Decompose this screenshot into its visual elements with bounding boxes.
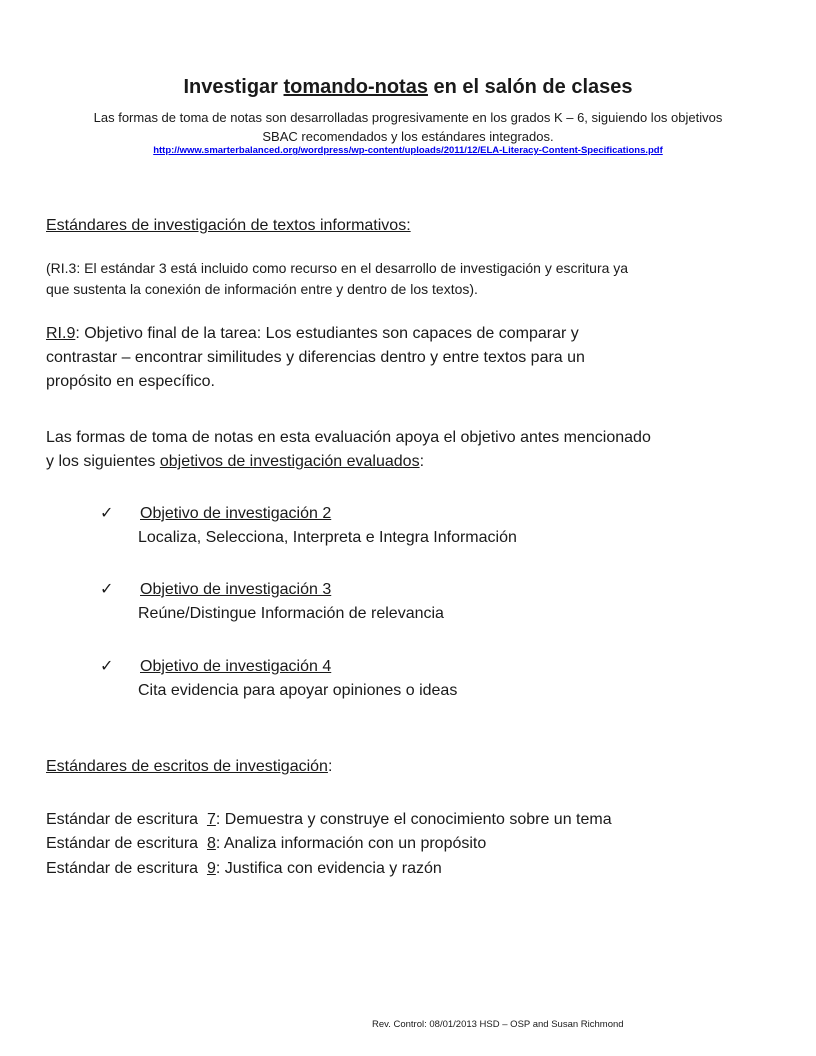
checkmark-icon: ✓ [100,658,114,675]
support-text: Las formas de toma de notas en esta evaluación apoya el objetivo antes mencionado [46,429,651,446]
writing-standard-label: Estándar de escritura [46,811,207,828]
ri3-note [46,258,766,300]
writing-standard-number: 7 [206,811,216,828]
support-paragraph [46,426,776,474]
title-underlined-text: tomando-notas [283,76,428,98]
informative-research-heading: Estándares de investigación de textos informativos: [46,217,411,234]
objective-description: Localiza, Selecciona, Interpreta e Integra Información [138,529,517,546]
support-text: : [419,453,425,470]
objective-item [100,655,457,703]
writing-standard-row [46,857,442,881]
objective-item [100,502,517,550]
source-link[interactable]: http://www.smarterbalanced.org/wordpress/wp-content/uploads/2011/12/ELA-Literacy-Content-Specifications.pdf [153,145,663,156]
ri3-note-line: que sustenta la conexión de información entre y dentro de los textos). [46,281,478,297]
objective-title: Objetivo de investigación 3 [140,581,332,598]
ri9-text: contrastar – encontrar similitudes y diferencias dentro y entre textos para un [46,349,585,366]
ri3-note-line: (RI.3: El estándar 3 está incluido como recurso en el desarrollo de investigación y escritura ya [46,260,629,276]
objective-title: Objetivo de investigación 4 [140,658,332,675]
writing-standard-number: 8 [206,835,216,852]
writing-standard-text: : Demuestra y construye el conocimiento sobre un tema [215,811,612,828]
ri9-code: RI.9 [46,325,76,342]
title-text-end: en el salón de clases [427,76,633,98]
writing-standard-number: 9 [206,860,216,877]
checkmark-icon: ✓ [100,505,114,522]
writing-research-heading [46,758,332,776]
writing-standard-text: : Analiza información con un propósito [215,835,487,852]
title-text: Investigar [183,76,284,98]
writing-standard-row [46,832,486,856]
intro-line: Las formas de toma de notas son desarrolladas progresivamente en los grados K – 6, siguiendo los objetivos [93,110,723,125]
objective-item [100,578,444,626]
ri9-text: : Objetivo final de la tarea: Los estudiantes son capaces de comparar y [75,325,579,342]
writing-standard-row [46,808,612,832]
objective-title: Objetivo de investigación 2 [140,505,332,522]
intro-line: SBAC recomendados y los estándares integrados. [262,129,554,144]
writing-standard-label: Estándar de escritura [46,835,207,852]
ri9-text: propósito en específico. [46,373,215,390]
page-title [0,76,816,99]
objective-description: Cita evidencia para apoyar opiniones o ideas [138,682,458,699]
objective-description: Reúne/Distingue Información de relevancia [138,605,444,622]
writing-standard-text: : Justifica con evidencia y razón [215,860,442,877]
writing-research-heading-text: Estándares de escritos de investigación [46,758,328,775]
revision-footer: Rev. Control: 08/01/2013 HSD – OSP and Susan Richmond [372,1019,624,1030]
support-text: y los siguientes [46,453,160,470]
intro-paragraph [0,108,816,146]
writing-standard-label: Estándar de escritura [46,860,207,877]
heading-colon: : [327,758,333,775]
evaluated-objectives-text: objetivos de investigación evaluados [159,453,420,470]
ri9-paragraph [46,322,776,394]
checkmark-icon: ✓ [100,581,114,598]
